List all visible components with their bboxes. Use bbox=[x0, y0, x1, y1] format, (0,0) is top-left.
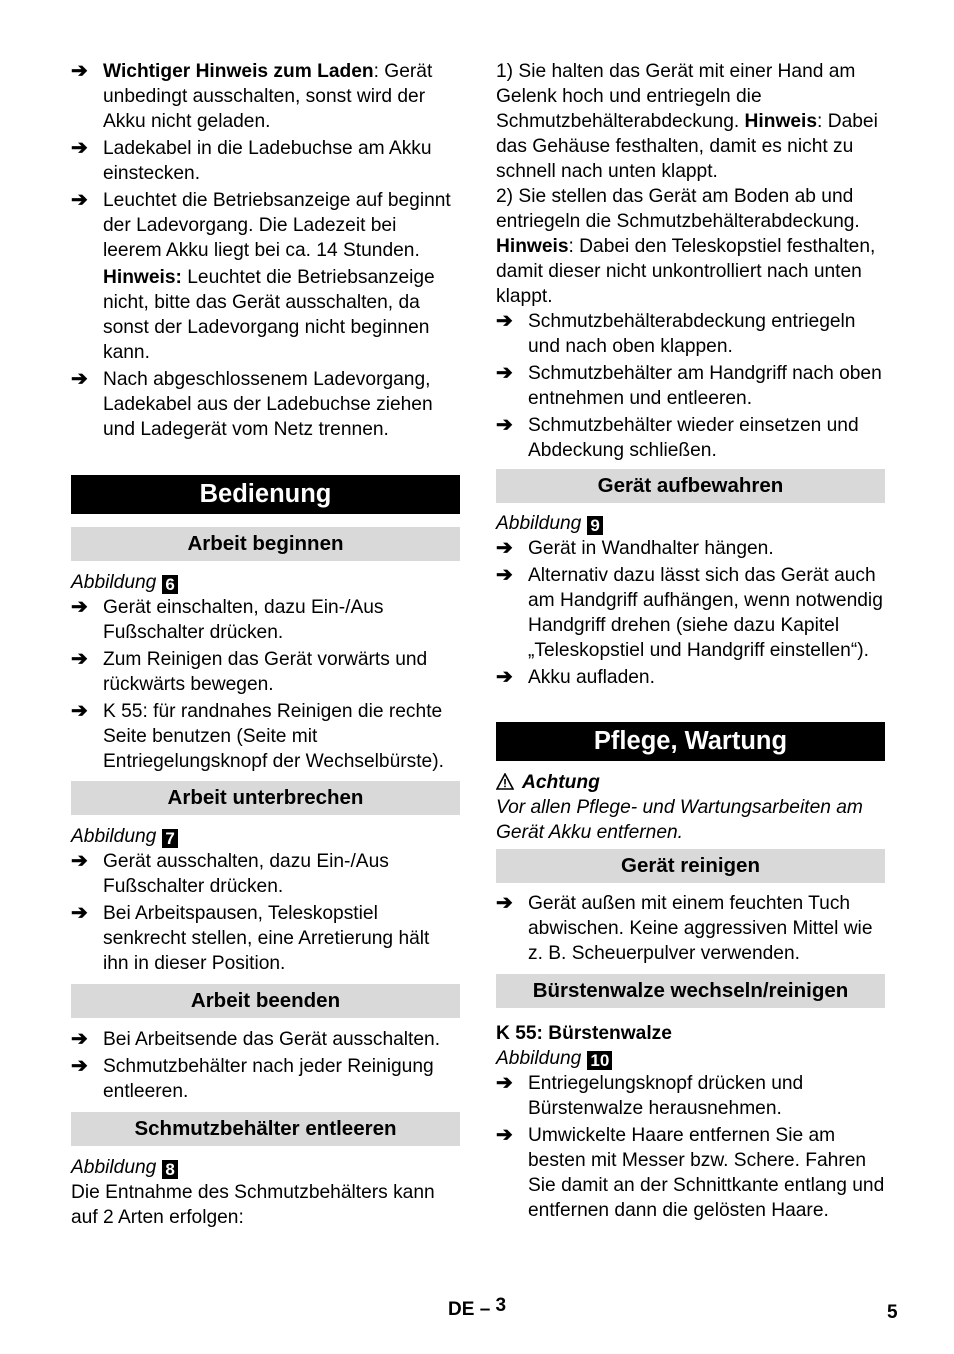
arrow-right-icon: ➔ bbox=[71, 648, 88, 670]
figure-reference: Abbildung 7 bbox=[71, 824, 460, 849]
warning-text: Vor allen Pflege- und Wartungsarbeiten am Gerät Akku entfernen. bbox=[496, 797, 863, 843]
arrow-right-icon: ➔ bbox=[71, 1055, 88, 1077]
figure-reference: Abbildung 8 bbox=[71, 1155, 460, 1180]
list-item: ➔ Entriegelungsknopf drücken und Bürstenwalze herausnehmen. bbox=[496, 1072, 804, 1119]
list-item: ➔ Leuchtet die Betriebsanzeige auf beginnt der Ladevorgang. Die Ladezeit bei leerem Akku liegt bei ca. 14 Stunden. bbox=[71, 189, 451, 261]
list-item: ➔ Schmutzbehälter am Handgriff nach oben entnehmen und entleeren. bbox=[496, 362, 882, 409]
list-item: ➔ Schmutzbehälterabdeckung entriegeln und nach oben klappen. bbox=[496, 310, 856, 357]
note-paragraph: Hinweis: Leuchtet die Betriebsanzeige nicht, bitte das Gerät ausschalten, da sonst der Ladevorgang nicht beginnen kann. bbox=[103, 267, 435, 363]
figure-reference: Abbildung 10 bbox=[496, 1046, 885, 1071]
arrow-right-icon: ➔ bbox=[496, 414, 513, 436]
list-item: ➔ Alternativ dazu lässt sich das Gerät auch am Handgriff aufhängen, wenn notwendig Handgriff drehen (siehe dazu Kapitel „Teleskopstiel und Handgriff einstellen“). bbox=[496, 564, 883, 661]
list-item: ➔ Schmutzbehälter wieder einsetzen und Abdeckung schließen. bbox=[496, 414, 859, 461]
figure-number-badge: 10 bbox=[587, 1051, 612, 1070]
figure-reference: Abbildung 9 bbox=[496, 511, 885, 536]
arrow-right-icon: ➔ bbox=[71, 1028, 88, 1050]
subheading-geraet-reinigen: Gerät reinigen bbox=[496, 849, 885, 883]
list-item: ➔ Schmutzbehälter nach jeder Reinigung entleeren. bbox=[71, 1055, 434, 1102]
list-item: ➔ Wichtiger Hinweis zum Laden: Gerät unbedingt ausschalten, sonst wird der Akku nicht geladen. bbox=[71, 60, 433, 132]
arrow-right-icon: ➔ bbox=[496, 564, 513, 586]
list-item: ➔ Gerät einschalten, dazu Ein-/Aus Fußschalter drücken. bbox=[71, 596, 384, 643]
subheading-buerstenwalze: Bürstenwalze wechseln/reinigen bbox=[496, 974, 885, 1008]
body-paragraph: Hinweis: Dabei den Teleskopstiel festhalten, damit dieser nicht unkontrolliert nach unten klappt. bbox=[496, 236, 876, 307]
list-item: ➔ Bei Arbeitsende das Gerät ausschalten. bbox=[71, 1028, 441, 1050]
arrow-right-icon: ➔ bbox=[71, 368, 88, 390]
arrow-right-icon: ➔ bbox=[71, 137, 88, 159]
warning-heading: Achtung bbox=[496, 770, 885, 795]
subheading-arbeit-beenden: Arbeit beenden bbox=[71, 984, 460, 1018]
left-column bbox=[71, 59, 460, 1230]
arrow-right-icon: ➔ bbox=[496, 1072, 513, 1094]
list-item: ➔ Gerät in Wandhalter hängen. bbox=[496, 537, 774, 559]
arrow-right-icon: ➔ bbox=[71, 60, 88, 82]
figure-number-badge: 9 bbox=[587, 516, 602, 535]
arrow-right-icon: ➔ bbox=[496, 1124, 513, 1146]
body-paragraph: 1) Sie halten das Gerät mit einer Hand am Gelenk hoch und entriegeln die Schmutzbehälterabdeckung. Hinweis: Dabei das Gehäuse festhalten, damit es nicht zu schnell nach unten klappt. bbox=[496, 61, 878, 182]
arrow-right-icon: ➔ bbox=[71, 902, 88, 924]
list-item: ➔ Gerät ausschalten, dazu Ein-/Aus Fußschalter drücken. bbox=[71, 850, 389, 897]
subheading-arbeit-beginnen: Arbeit beginnen bbox=[71, 527, 460, 561]
arrow-right-icon: ➔ bbox=[71, 189, 88, 211]
footer-section-label: DE – 3 bbox=[448, 1295, 507, 1320]
section-heading-pflege-wartung: Pflege, Wartung bbox=[496, 722, 885, 761]
body-paragraph: Die Entnahme des Schmutzbehälters kann auf 2 Arten erfolgen: bbox=[71, 1182, 435, 1228]
arrow-right-icon: ➔ bbox=[496, 310, 513, 332]
list-item: ➔ Bei Arbeitspausen, Teleskopstiel senkrecht stellen, eine Arretierung hält ihn in dieser Position. bbox=[71, 902, 430, 974]
subheading-arbeit-unterbrechen: Arbeit unterbrechen bbox=[71, 781, 460, 815]
arrow-right-icon: ➔ bbox=[496, 362, 513, 384]
list-item: ➔ Gerät außen mit einem feuchten Tuch abwischen. Keine aggressiven Mittel wie z. B. Scheuerpulver verwenden. bbox=[496, 892, 873, 964]
figure-number-badge: 7 bbox=[162, 829, 177, 848]
figure-number-badge: 6 bbox=[162, 575, 177, 594]
list-item: ➔ Zum Reinigen das Gerät vorwärts und rückwärts bewegen. bbox=[71, 648, 428, 695]
list-item: ➔ K 55: für randnahes Reinigen die rechte Seite benutzen (Seite mit Entriegelungsknopf der Wechselbürste). bbox=[71, 700, 444, 772]
arrow-right-icon: ➔ bbox=[496, 537, 513, 559]
arrow-right-icon: ➔ bbox=[496, 666, 513, 688]
subheading-schmutzbehaelter-entleeren: Schmutzbehälter entleeren bbox=[71, 1112, 460, 1146]
warning-triangle-icon bbox=[496, 773, 514, 790]
figure-number-badge: 8 bbox=[162, 1160, 177, 1179]
right-column bbox=[496, 59, 885, 1225]
body-paragraph: 2) Sie stellen das Gerät am Boden ab und entriegeln die Schmutzbehälterabdeckung. bbox=[496, 186, 860, 232]
list-item: ➔ Akku aufladen. bbox=[496, 666, 655, 688]
figure-reference: Abbildung 6 bbox=[71, 570, 460, 595]
sub-subheading: K 55: Bürstenwalze bbox=[496, 1023, 672, 1044]
section-heading-bedienung: Bedienung bbox=[71, 475, 460, 514]
arrow-right-icon: ➔ bbox=[71, 700, 88, 722]
list-item: ➔ Ladekabel in die Ladebuchse am Akku einstecken. bbox=[71, 137, 432, 184]
arrow-right-icon: ➔ bbox=[496, 892, 513, 914]
arrow-right-icon: ➔ bbox=[71, 596, 88, 618]
subheading-geraet-aufbewahren: Gerät aufbewahren bbox=[496, 469, 885, 503]
list-item: ➔ Umwickelte Haare entfernen Sie am besten mit Messer bzw. Schere. Fahren Sie damit an der Schnittkante entlang und entfernen dann die gelösten Haare. bbox=[496, 1124, 885, 1221]
arrow-right-icon: ➔ bbox=[71, 850, 88, 872]
page-number: 5 bbox=[887, 1302, 898, 1323]
list-item: ➔ Nach abgeschlossenem Ladevorgang, Ladekabel aus der Ladebuchse ziehen und Ladegerät vom Netz trennen. bbox=[71, 368, 433, 440]
